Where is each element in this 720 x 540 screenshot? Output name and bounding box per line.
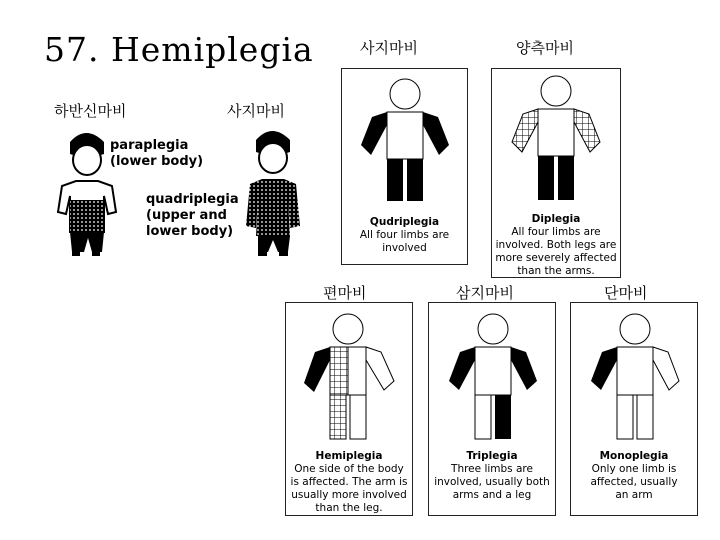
quadriplegia-label-line2: (upper and [146, 208, 227, 223]
quadriplegia-desc-line2: involved [382, 242, 427, 254]
monoplegia-desc-line1: Only one limb is [591, 463, 677, 475]
quadriplegia-card-title: Qudriplegia [369, 216, 440, 228]
korean-label-diplegia: 양측마비 [516, 39, 574, 57]
triplegia-desc-line2: involved, usually both [434, 476, 550, 488]
hemiplegia-caption [286, 450, 412, 515]
monoplegia-card-title: Monoplegia [599, 450, 669, 462]
diplegia-desc-line3: more severely affected [495, 252, 617, 264]
diplegia-caption [492, 213, 620, 278]
triplegia-card-title: Triplegia [466, 450, 518, 462]
monoplegia-caption [571, 450, 697, 502]
korean-label-quadriplegia: 사지마비 [360, 39, 418, 57]
hemiplegia-desc-line3: usually more involved [291, 489, 407, 501]
quadriplegia-caption [342, 216, 467, 255]
triplegia-desc-line1: Three limbs are [451, 463, 533, 475]
korean-label-quadriplegia-figure: 사지마비 [227, 102, 285, 120]
triplegia-diagram [429, 303, 557, 453]
hemiplegia-desc-line1: One side of the body [294, 463, 404, 475]
triplegia-caption [429, 450, 555, 502]
diplegia-diagram [492, 69, 622, 219]
korean-label-monoplegia: 단마비 [604, 284, 648, 302]
diplegia-card-title: Diplegia [531, 213, 581, 225]
korean-label-paraplegia: 하반신마비 [54, 102, 127, 120]
korean-label-triplegia: 삼지마비 [456, 284, 514, 302]
paraplegia-label-line2: (lower body) [110, 154, 204, 169]
diplegia-desc-line2: involved. Both legs are [495, 239, 617, 251]
korean-label-hemiplegia: 편마비 [323, 284, 367, 302]
quadriplegia-label [146, 192, 239, 240]
hemiplegia-card [285, 302, 413, 516]
paraplegia-label [110, 138, 203, 170]
monoplegia-desc-line2: affected, usually [590, 476, 678, 488]
quadriplegia-figure [246, 131, 300, 256]
hemiplegia-desc-line4: than the leg. [315, 502, 383, 514]
hemiplegia-desc-line2: is affected. The arm is [290, 476, 408, 488]
triplegia-card [428, 302, 556, 516]
diplegia-desc-line4: than the arms. [517, 265, 595, 277]
quadriplegia-label-line3: lower body) [146, 224, 234, 239]
quadriplegia-diagram [342, 69, 469, 219]
monoplegia-diagram [571, 303, 699, 453]
quadriplegia-card [341, 68, 468, 265]
paraplegia-label-line1: paraplegia [110, 138, 189, 153]
quadriplegia-label-line1: quadriplegia [146, 192, 239, 207]
diplegia-desc-line1: All four limbs are [511, 226, 601, 238]
hemiplegia-card-title: Hemiplegia [315, 450, 383, 462]
monoplegia-card [570, 302, 698, 516]
monoplegia-desc-line3: an arm [615, 489, 653, 501]
hemiplegia-diagram [286, 303, 414, 453]
triplegia-desc-line3: arms and a leg [452, 489, 532, 501]
page-title: 57. Hemiplegia [44, 30, 314, 69]
diplegia-card [491, 68, 621, 278]
quadriplegia-desc-line1: All four limbs are [359, 229, 450, 241]
paraplegia-figure [58, 133, 116, 256]
